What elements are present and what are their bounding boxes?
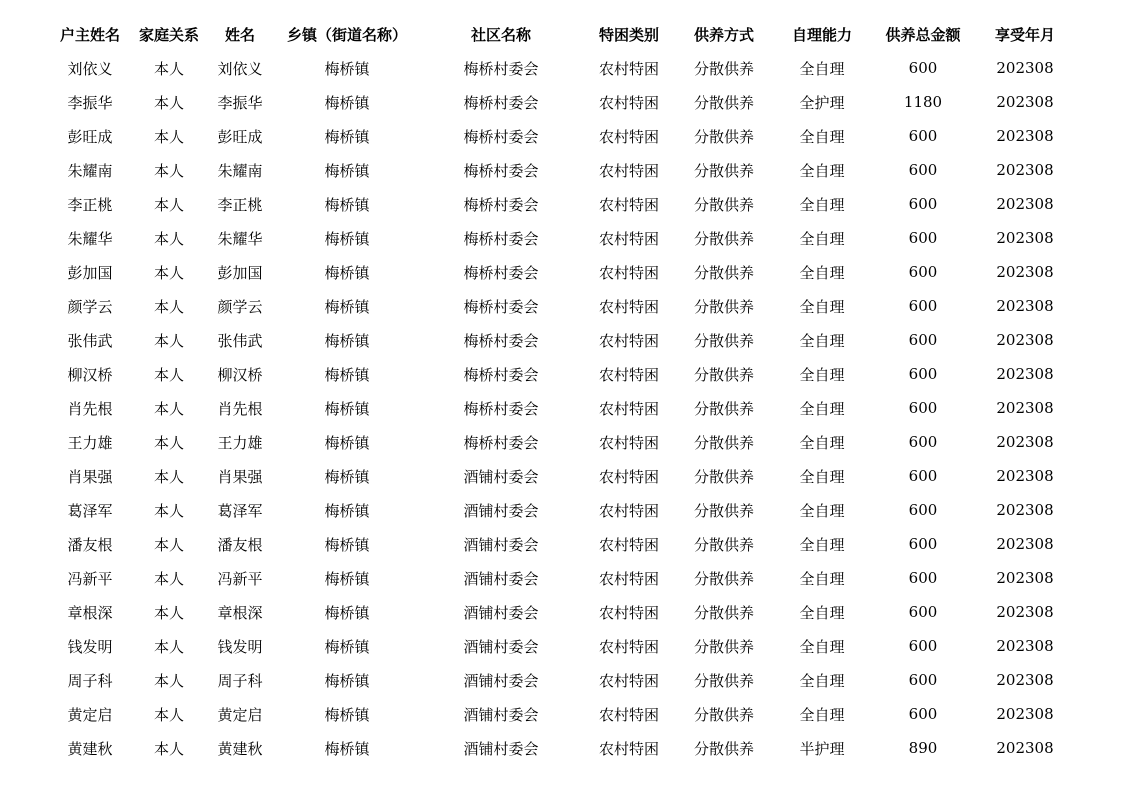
- support-mode-cell: 分散供养: [693, 161, 754, 180]
- name-cell: 张伟武: [217, 331, 263, 350]
- self-care-cell: 全自理: [799, 467, 845, 486]
- family-relation-cell: 本人: [153, 739, 184, 758]
- community-cell: 酒铺村委会: [463, 637, 539, 656]
- name-cell: 章根深: [217, 603, 263, 622]
- table-row: [47, 85, 1075, 119]
- table-row: [47, 153, 1075, 187]
- year-month-cell: 202308: [996, 569, 1054, 587]
- total-amount-cell: 600: [908, 263, 938, 281]
- category-cell: 农村特困: [598, 671, 659, 690]
- header-self-care: 自理能力: [791, 25, 852, 44]
- category-cell: 农村特困: [598, 365, 659, 384]
- table-row: [47, 289, 1075, 323]
- family-relation-cell: 本人: [153, 569, 184, 588]
- family-relation-cell: 本人: [153, 603, 184, 622]
- family-relation-cell: 本人: [153, 535, 184, 554]
- total-amount-cell: 600: [908, 161, 938, 179]
- family-relation-cell: 本人: [153, 637, 184, 656]
- total-amount-cell: 600: [908, 195, 938, 213]
- household-head-cell: 黄定启: [67, 705, 113, 724]
- total-amount-cell: 600: [908, 127, 938, 145]
- self-care-cell: 全自理: [799, 705, 845, 724]
- header-category: 特困类别: [598, 25, 659, 44]
- category-cell: 农村特困: [598, 739, 659, 758]
- community-cell: 酒铺村委会: [463, 705, 539, 724]
- family-relation-cell: 本人: [153, 297, 184, 316]
- total-amount-cell: 600: [908, 59, 938, 77]
- community-cell: 梅桥村委会: [463, 297, 539, 316]
- name-cell: 彭旺成: [217, 127, 263, 146]
- table-row: [47, 459, 1075, 493]
- total-amount-cell: 600: [908, 433, 938, 451]
- family-relation-cell: 本人: [153, 433, 184, 452]
- table-row: [47, 697, 1075, 731]
- household-head-cell: 彭旺成: [67, 127, 113, 146]
- support-mode-cell: 分散供养: [693, 229, 754, 248]
- total-amount-cell: 600: [908, 365, 938, 383]
- support-mode-cell: 分散供养: [693, 331, 754, 350]
- community-cell: 梅桥村委会: [463, 195, 539, 214]
- year-month-cell: 202308: [996, 535, 1054, 553]
- table-row: [47, 629, 1075, 663]
- township-cell: 梅桥镇: [324, 263, 370, 282]
- household-head-cell: 李振华: [67, 93, 113, 112]
- table-body: [47, 51, 1075, 765]
- self-care-cell: 全自理: [799, 637, 845, 656]
- category-cell: 农村特困: [598, 501, 659, 520]
- community-cell: 梅桥村委会: [463, 161, 539, 180]
- support-mode-cell: 分散供养: [693, 603, 754, 622]
- township-cell: 梅桥镇: [324, 59, 370, 78]
- support-mode-cell: 分散供养: [693, 637, 754, 656]
- support-mode-cell: 分散供养: [693, 297, 754, 316]
- name-cell: 朱耀华: [217, 229, 263, 248]
- community-cell: 酒铺村委会: [463, 569, 539, 588]
- township-cell: 梅桥镇: [324, 671, 370, 690]
- total-amount-cell: 600: [908, 297, 938, 315]
- community-cell: 梅桥村委会: [463, 365, 539, 384]
- household-head-cell: 肖先根: [67, 399, 113, 418]
- total-amount-cell: 600: [908, 637, 938, 655]
- name-cell: 潘友根: [217, 535, 263, 554]
- category-cell: 农村特困: [598, 399, 659, 418]
- self-care-cell: 全自理: [799, 603, 845, 622]
- township-cell: 梅桥镇: [324, 739, 370, 758]
- table-row: [47, 323, 1075, 357]
- community-cell: 梅桥村委会: [463, 93, 539, 112]
- community-cell: 梅桥村委会: [463, 263, 539, 282]
- total-amount-cell: 600: [908, 535, 938, 553]
- self-care-cell: 全自理: [799, 161, 845, 180]
- community-cell: 梅桥村委会: [463, 229, 539, 248]
- category-cell: 农村特困: [598, 603, 659, 622]
- table-row: [47, 493, 1075, 527]
- family-relation-cell: 本人: [153, 59, 184, 78]
- category-cell: 农村特困: [598, 127, 659, 146]
- table-header-row: [47, 17, 1075, 51]
- support-mode-cell: 分散供养: [693, 365, 754, 384]
- family-relation-cell: 本人: [153, 263, 184, 282]
- year-month-cell: 202308: [996, 229, 1054, 247]
- support-mode-cell: 分散供养: [693, 501, 754, 520]
- self-care-cell: 全自理: [799, 195, 845, 214]
- family-relation-cell: 本人: [153, 331, 184, 350]
- household-head-cell: 柳汉桥: [67, 365, 113, 384]
- community-cell: 酒铺村委会: [463, 603, 539, 622]
- support-mode-cell: 分散供养: [693, 195, 754, 214]
- category-cell: 农村特困: [598, 535, 659, 554]
- header-support-mode: 供养方式: [693, 25, 754, 44]
- community-cell: 酒铺村委会: [463, 467, 539, 486]
- self-care-cell: 全自理: [799, 501, 845, 520]
- support-mode-cell: 分散供养: [693, 467, 754, 486]
- family-relation-cell: 本人: [153, 501, 184, 520]
- year-month-cell: 202308: [996, 161, 1054, 179]
- self-care-cell: 全自理: [799, 127, 845, 146]
- year-month-cell: 202308: [996, 331, 1054, 349]
- community-cell: 梅桥村委会: [463, 127, 539, 146]
- household-head-cell: 朱耀南: [67, 161, 113, 180]
- household-head-cell: 朱耀华: [67, 229, 113, 248]
- name-cell: 黄定启: [217, 705, 263, 724]
- township-cell: 梅桥镇: [324, 433, 370, 452]
- name-cell: 李正桃: [217, 195, 263, 214]
- name-cell: 朱耀南: [217, 161, 263, 180]
- table-row: [47, 731, 1075, 765]
- table-row: [47, 357, 1075, 391]
- year-month-cell: 202308: [996, 127, 1054, 145]
- household-head-cell: 刘依义: [67, 59, 113, 78]
- self-care-cell: 全自理: [799, 59, 845, 78]
- header-name: 姓名: [224, 25, 255, 44]
- total-amount-cell: 600: [908, 569, 938, 587]
- support-mode-cell: 分散供养: [693, 433, 754, 452]
- header-total-amount: 供养总金额: [885, 25, 961, 44]
- township-cell: 梅桥镇: [324, 569, 370, 588]
- family-relation-cell: 本人: [153, 467, 184, 486]
- support-mode-cell: 分散供养: [693, 705, 754, 724]
- township-cell: 梅桥镇: [324, 161, 370, 180]
- community-cell: 酒铺村委会: [463, 535, 539, 554]
- table-row: [47, 391, 1075, 425]
- name-cell: 王力雄: [217, 433, 263, 452]
- name-cell: 刘依义: [217, 59, 263, 78]
- family-relation-cell: 本人: [153, 93, 184, 112]
- self-care-cell: 全护理: [799, 93, 845, 112]
- support-mode-cell: 分散供养: [693, 739, 754, 758]
- total-amount-cell: 600: [908, 399, 938, 417]
- total-amount-cell: 890: [908, 739, 938, 757]
- support-mode-cell: 分散供养: [693, 535, 754, 554]
- family-relation-cell: 本人: [153, 671, 184, 690]
- self-care-cell: 全自理: [799, 365, 845, 384]
- year-month-cell: 202308: [996, 433, 1054, 451]
- household-head-cell: 肖果强: [67, 467, 113, 486]
- household-head-cell: 彭加国: [67, 263, 113, 282]
- family-relation-cell: 本人: [153, 399, 184, 418]
- self-care-cell: 全自理: [799, 331, 845, 350]
- name-cell: 柳汉桥: [217, 365, 263, 384]
- self-care-cell: 全自理: [799, 569, 845, 588]
- document-sheet: [47, 17, 1075, 765]
- household-head-cell: 潘友根: [67, 535, 113, 554]
- header-year-month: 享受年月: [994, 25, 1055, 44]
- table-row: [47, 255, 1075, 289]
- community-cell: 梅桥村委会: [463, 433, 539, 452]
- family-relation-cell: 本人: [153, 195, 184, 214]
- category-cell: 农村特困: [598, 297, 659, 316]
- township-cell: 梅桥镇: [324, 705, 370, 724]
- township-cell: 梅桥镇: [324, 467, 370, 486]
- support-mode-cell: 分散供养: [693, 59, 754, 78]
- category-cell: 农村特困: [598, 195, 659, 214]
- table-row: [47, 663, 1075, 697]
- household-head-cell: 黄建秋: [67, 739, 113, 758]
- household-head-cell: 李正桃: [67, 195, 113, 214]
- table-row: [47, 51, 1075, 85]
- table-row: [47, 221, 1075, 255]
- header-household-head: 户主姓名: [59, 25, 120, 44]
- year-month-cell: 202308: [996, 93, 1054, 111]
- name-cell: 冯新平: [217, 569, 263, 588]
- household-head-cell: 王力雄: [67, 433, 113, 452]
- category-cell: 农村特困: [598, 331, 659, 350]
- total-amount-cell: 600: [908, 501, 938, 519]
- beneficiary-table: [47, 17, 1075, 765]
- table-row: [47, 425, 1075, 459]
- community-cell: 梅桥村委会: [463, 399, 539, 418]
- community-cell: 酒铺村委会: [463, 501, 539, 520]
- year-month-cell: 202308: [996, 297, 1054, 315]
- category-cell: 农村特困: [598, 93, 659, 112]
- township-cell: 梅桥镇: [324, 127, 370, 146]
- category-cell: 农村特困: [598, 467, 659, 486]
- table-row: [47, 187, 1075, 221]
- header-family-relation: 家庭关系: [138, 25, 199, 44]
- year-month-cell: 202308: [996, 195, 1054, 213]
- total-amount-cell: 600: [908, 671, 938, 689]
- year-month-cell: 202308: [996, 739, 1054, 757]
- self-care-cell: 全自理: [799, 671, 845, 690]
- total-amount-cell: 600: [908, 229, 938, 247]
- year-month-cell: 202308: [996, 671, 1054, 689]
- name-cell: 葛泽军: [217, 501, 263, 520]
- year-month-cell: 202308: [996, 637, 1054, 655]
- township-cell: 梅桥镇: [324, 637, 370, 656]
- category-cell: 农村特困: [598, 637, 659, 656]
- total-amount-cell: 600: [908, 331, 938, 349]
- header-community: 社区名称: [470, 25, 531, 44]
- household-head-cell: 钱发明: [67, 637, 113, 656]
- total-amount-cell: 600: [908, 467, 938, 485]
- total-amount-cell: 1180: [903, 93, 943, 111]
- township-cell: 梅桥镇: [324, 399, 370, 418]
- year-month-cell: 202308: [996, 603, 1054, 621]
- township-cell: 梅桥镇: [324, 93, 370, 112]
- year-month-cell: 202308: [996, 467, 1054, 485]
- self-care-cell: 全自理: [799, 229, 845, 248]
- self-care-cell: 全自理: [799, 297, 845, 316]
- category-cell: 农村特困: [598, 705, 659, 724]
- table-row: [47, 595, 1075, 629]
- township-cell: 梅桥镇: [324, 365, 370, 384]
- township-cell: 梅桥镇: [324, 297, 370, 316]
- header-township: 乡镇（街道名称）: [286, 25, 407, 44]
- year-month-cell: 202308: [996, 705, 1054, 723]
- name-cell: 李振华: [217, 93, 263, 112]
- category-cell: 农村特困: [598, 59, 659, 78]
- name-cell: 肖先根: [217, 399, 263, 418]
- family-relation-cell: 本人: [153, 365, 184, 384]
- name-cell: 颜学云: [217, 297, 263, 316]
- total-amount-cell: 600: [908, 705, 938, 723]
- table-row: [47, 119, 1075, 153]
- year-month-cell: 202308: [996, 501, 1054, 519]
- township-cell: 梅桥镇: [324, 195, 370, 214]
- name-cell: 肖果强: [217, 467, 263, 486]
- community-cell: 酒铺村委会: [463, 739, 539, 758]
- household-head-cell: 张伟武: [67, 331, 113, 350]
- self-care-cell: 全自理: [799, 433, 845, 452]
- total-amount-cell: 600: [908, 603, 938, 621]
- self-care-cell: 全自理: [799, 535, 845, 554]
- year-month-cell: 202308: [996, 399, 1054, 417]
- family-relation-cell: 本人: [153, 127, 184, 146]
- support-mode-cell: 分散供养: [693, 399, 754, 418]
- township-cell: 梅桥镇: [324, 229, 370, 248]
- household-head-cell: 颜学云: [67, 297, 113, 316]
- township-cell: 梅桥镇: [324, 331, 370, 350]
- category-cell: 农村特困: [598, 263, 659, 282]
- household-head-cell: 葛泽军: [67, 501, 113, 520]
- name-cell: 钱发明: [217, 637, 263, 656]
- name-cell: 黄建秋: [217, 739, 263, 758]
- family-relation-cell: 本人: [153, 705, 184, 724]
- support-mode-cell: 分散供养: [693, 127, 754, 146]
- year-month-cell: 202308: [996, 263, 1054, 281]
- support-mode-cell: 分散供养: [693, 93, 754, 112]
- support-mode-cell: 分散供养: [693, 263, 754, 282]
- community-cell: 梅桥村委会: [463, 59, 539, 78]
- self-care-cell: 全自理: [799, 263, 845, 282]
- township-cell: 梅桥镇: [324, 603, 370, 622]
- support-mode-cell: 分散供养: [693, 671, 754, 690]
- category-cell: 农村特困: [598, 569, 659, 588]
- household-head-cell: 周子科: [67, 671, 113, 690]
- township-cell: 梅桥镇: [324, 535, 370, 554]
- self-care-cell: 全自理: [799, 399, 845, 418]
- table-row: [47, 527, 1075, 561]
- name-cell: 彭加国: [217, 263, 263, 282]
- table-row: [47, 561, 1075, 595]
- family-relation-cell: 本人: [153, 161, 184, 180]
- year-month-cell: 202308: [996, 365, 1054, 383]
- category-cell: 农村特困: [598, 433, 659, 452]
- township-cell: 梅桥镇: [324, 501, 370, 520]
- name-cell: 周子科: [217, 671, 263, 690]
- community-cell: 梅桥村委会: [463, 331, 539, 350]
- community-cell: 酒铺村委会: [463, 671, 539, 690]
- support-mode-cell: 分散供养: [693, 569, 754, 588]
- year-month-cell: 202308: [996, 59, 1054, 77]
- family-relation-cell: 本人: [153, 229, 184, 248]
- self-care-cell: 半护理: [799, 739, 845, 758]
- household-head-cell: 冯新平: [67, 569, 113, 588]
- category-cell: 农村特困: [598, 161, 659, 180]
- category-cell: 农村特困: [598, 229, 659, 248]
- household-head-cell: 章根深: [67, 603, 113, 622]
